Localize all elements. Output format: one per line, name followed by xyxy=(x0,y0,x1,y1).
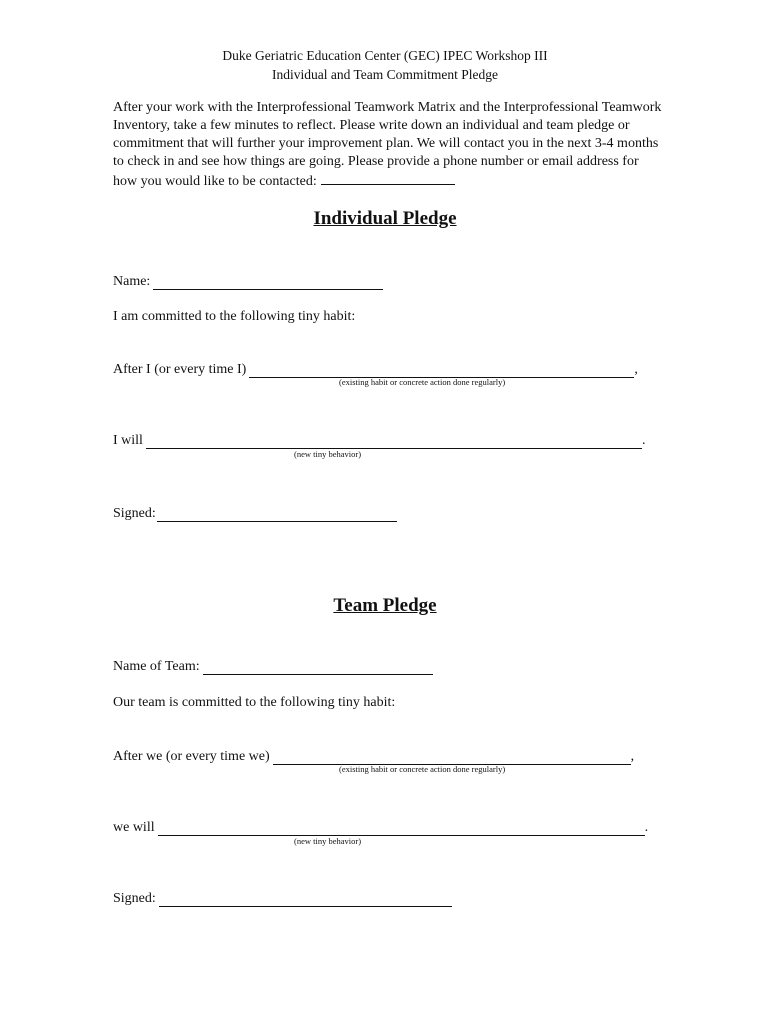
individual-signature-field[interactable] xyxy=(157,507,397,522)
header-title-line2: Individual and Team Commitment Pledge xyxy=(271,67,499,82)
team-signed-label: Signed: xyxy=(113,891,156,906)
individual-will-field[interactable] xyxy=(146,434,642,449)
individual-signed-row xyxy=(113,506,397,522)
team-after-hint: (existing habit or concrete action done regularly) xyxy=(339,764,506,774)
team-will-field[interactable] xyxy=(158,821,645,836)
individual-after-field[interactable] xyxy=(249,363,634,378)
individual-after-row xyxy=(113,362,638,378)
team-after-label: After we (or every time we) xyxy=(113,749,270,764)
team-committed-text: Our team is committed to the following tiny habit: xyxy=(113,695,396,710)
team-after-field[interactable] xyxy=(273,750,631,765)
team-name-label: Name of Team: xyxy=(113,659,200,674)
team-pledge-heading: Team Pledge xyxy=(333,595,437,616)
team-will-hint: (new tiny behavior) xyxy=(294,836,362,846)
team-will-period: . xyxy=(644,820,649,835)
contact-field[interactable] xyxy=(321,171,455,185)
team-signature-field[interactable] xyxy=(159,892,452,907)
individual-after-comma: , xyxy=(634,362,638,377)
individual-after-hint: (existing habit or concrete action done regularly) xyxy=(339,377,506,387)
document-header xyxy=(0,46,770,84)
individual-name-field[interactable] xyxy=(153,275,383,290)
individual-pledge-heading: Individual Pledge xyxy=(313,208,457,229)
individual-name-label: Name: xyxy=(113,274,151,289)
team-signed-row xyxy=(113,891,452,907)
intro-text: After your work with the Interprofessional Teamwork Matrix and the Interprofessional Teamwork Inventory, take a few minutes to reflect. Please write down an individual and team pledge or commitment that will further your improvement plan. We will contact you in the next 3-4 months to check in and see how things are going. Please provide a phone number or email address for how you would like to be contacted: xyxy=(113,100,662,189)
individual-will-period: . xyxy=(641,433,646,448)
team-will-row xyxy=(113,820,648,836)
team-will-label: we will xyxy=(113,820,155,835)
individual-will-label: I will xyxy=(113,433,143,448)
individual-committed-text: I am committed to the following tiny habit: xyxy=(113,309,356,324)
individual-will-hint: (new tiny behavior) xyxy=(294,449,362,459)
individual-signed-label: Signed: xyxy=(113,506,156,521)
individual-will-row xyxy=(113,433,645,449)
intro-paragraph xyxy=(113,99,665,191)
header-title-line1: Duke Geriatric Education Center (GEC) IPEC Workshop III xyxy=(222,48,548,63)
individual-name-row xyxy=(113,274,383,290)
team-after-row xyxy=(113,749,634,765)
team-name-row xyxy=(113,659,433,675)
team-after-comma: , xyxy=(630,749,635,764)
team-name-field[interactable] xyxy=(203,660,433,675)
individual-after-label: After I (or every time I) xyxy=(113,362,247,377)
